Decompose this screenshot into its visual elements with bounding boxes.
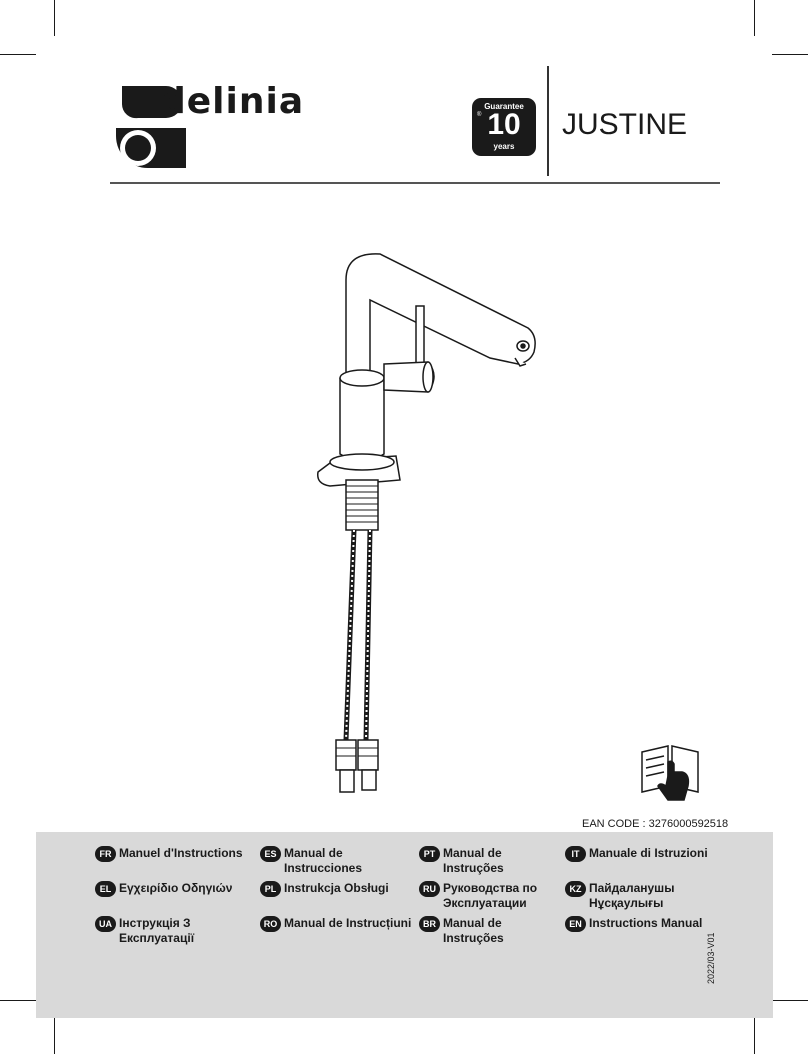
language-label: Manual de Instruções	[443, 916, 504, 945]
language-label: Manual de Instrucciones	[284, 846, 363, 875]
language-item-ru	[419, 881, 539, 911]
document-version: 2022/03-V01	[706, 932, 716, 984]
brand-name: delinia	[160, 81, 305, 122]
language-label: Manuale di Istruzioni	[589, 846, 708, 860]
guarantee-bottom: years	[493, 142, 515, 151]
language-item-kz	[565, 881, 740, 911]
language-item-br	[419, 916, 564, 946]
language-label: Інструкція З Експлуатації	[119, 916, 195, 945]
language-code: UA	[95, 916, 116, 932]
language-code: IT	[565, 846, 586, 862]
product-name: JUSTINE	[562, 108, 688, 141]
guarantee-top: Guarantee	[484, 102, 524, 111]
language-label: Пайдаланушы Нұсқаулығы	[589, 881, 675, 910]
language-code: KZ	[565, 881, 586, 897]
language-label: Руководства по Эксплуатации	[443, 881, 538, 910]
language-item-es	[260, 846, 420, 876]
language-code: EL	[95, 881, 116, 897]
language-code: FR	[95, 846, 116, 862]
crop-mark-top-left	[54, 0, 55, 36]
language-item-pl	[260, 881, 420, 897]
crop-mark-top-left-h	[0, 54, 36, 55]
crop-mark-top-right	[754, 0, 755, 36]
language-code: EN	[565, 916, 586, 932]
language-code: ES	[260, 846, 281, 862]
read-manual-icon	[638, 742, 702, 802]
header-divider	[547, 66, 549, 176]
language-label: Manuel d'Instructions	[119, 846, 243, 860]
language-code: RU	[419, 881, 440, 897]
crop-mark-bottom-left-h	[0, 1000, 36, 1001]
language-label: Manual de Instrucțiuni	[284, 916, 412, 930]
language-label: Instrukcja Obsługi	[284, 881, 389, 895]
language-code: PT	[419, 846, 440, 862]
language-item-ua	[95, 916, 260, 946]
header-rule	[110, 182, 720, 184]
crop-mark-bottom-right	[754, 1018, 755, 1054]
language-code: BR	[419, 916, 440, 932]
crop-mark-bottom-right-h	[772, 1000, 808, 1001]
language-label: Manual de Instruções	[443, 846, 504, 875]
language-label: Instructions Manual	[589, 916, 703, 930]
language-item-it	[565, 846, 725, 862]
registered-mark: ®	[477, 112, 482, 118]
language-item-el	[95, 881, 255, 897]
crop-mark-top-right-h	[772, 54, 808, 55]
language-code: RO	[260, 916, 281, 932]
faucet-illustration	[300, 240, 560, 810]
guarantee-badge	[472, 98, 536, 156]
guarantee-number: 10	[487, 108, 521, 141]
ean-code: EAN CODE : 3276000592518	[582, 818, 729, 830]
language-item-pt	[419, 846, 564, 876]
language-item-en	[565, 916, 715, 932]
language-item-ro	[260, 916, 420, 932]
crop-mark-bottom-left	[54, 1018, 55, 1054]
language-item-fr	[95, 846, 255, 862]
language-label: Εγχειρίδιο Οδηγιών	[119, 881, 233, 895]
language-code: PL	[260, 881, 281, 897]
